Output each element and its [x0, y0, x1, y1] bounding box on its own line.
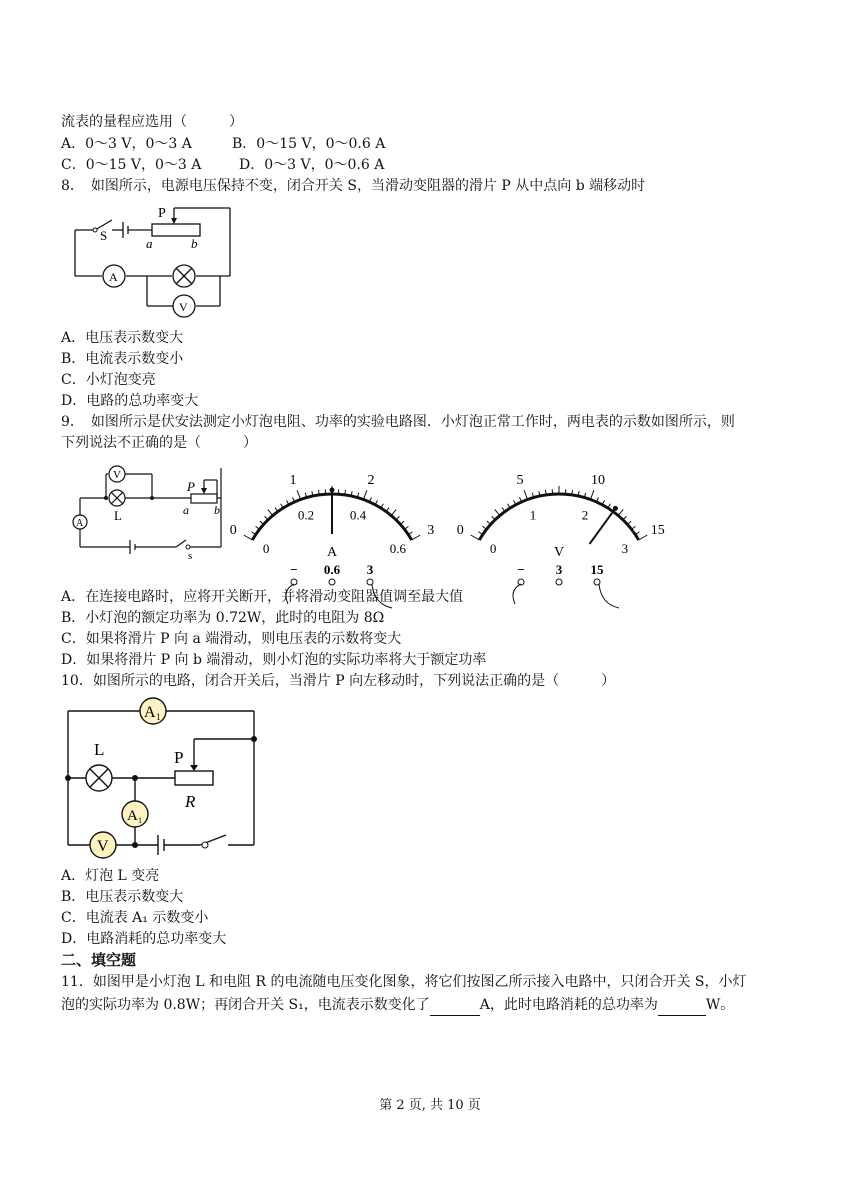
q9-label-p: P — [187, 479, 195, 494]
ammeter-tick — [244, 535, 253, 540]
voltmeter-outer-tick-label: 0 — [456, 523, 464, 538]
q8-option-d: D．电路的总功率变大 — [61, 393, 199, 409]
voltmeter-inner-tick-label: 3 — [621, 541, 629, 556]
q10-option-d: D．电路消耗的总功率变大 — [61, 931, 227, 947]
voltmeter-needle — [590, 508, 616, 544]
voltmeter-outer-tick-label: 15 — [650, 523, 665, 538]
q7-option-d: D．0～3 V，0～0.6 A — [239, 157, 385, 173]
q10-stem: 10．如图所示的电路，闭合开关后，当滑片 P 向左移动时，下列说法正确的是（ ） — [61, 673, 616, 689]
voltmeter-tick — [639, 535, 648, 540]
q10-ammeter-mid-sub: 1 — [138, 816, 142, 825]
voltmeter-tick — [471, 535, 480, 540]
q9-label-b: b — [214, 503, 220, 517]
ammeter-inner-tick-label: 0.4 — [349, 507, 367, 523]
q10-circuit-figure — [60, 695, 260, 865]
q9-ammeter-dial — [229, 458, 435, 577]
q10-option-c: C．电流表 A₁ 示数变小 — [61, 910, 209, 926]
ammeter-tick — [345, 490, 346, 495]
voltmeter-tick — [495, 509, 500, 515]
q8-circuit-figure — [60, 200, 250, 325]
ammeter-needle-tip — [330, 488, 335, 493]
q7-stem-tail: 流表的量程应选用（ ） — [61, 114, 243, 130]
ammeter-terminal-label: − — [290, 562, 298, 577]
voltmeter-tick — [524, 490, 527, 499]
voltmeter-outer-tick-label: 5 — [516, 472, 524, 488]
q10-slider-label: P — [174, 748, 184, 767]
q9-option-b: B．小灯泡的额定功率为 0.72W，此时的电阻为 8Ω — [61, 610, 385, 626]
voltmeter-terminal-label: − — [517, 562, 525, 577]
q9-stem-line2: 下列说法不正确的是（ ） — [61, 435, 257, 451]
q9-circuit-figure — [66, 460, 231, 560]
ammeter-terminal — [329, 579, 335, 585]
q11-text-part1: 泡的实际功率为 0.8W；再闭合开关 S₁，电流表示数变化了 — [61, 997, 430, 1013]
q9-label-s: s — [188, 550, 193, 562]
ammeter-tick — [319, 490, 320, 495]
q9-option-c: C．如果将滑片 P 向 a 端滑动，则电压表的示数将变大 — [61, 631, 402, 647]
q8-stem: 8． 如图所示，电源电压保持不变，闭合开关 S，当滑动变阻器的滑片 P 从中点向 b 端移动时 — [61, 178, 646, 194]
voltmeter-wire — [599, 584, 619, 608]
ammeter-outer-tick-label: 2 — [367, 472, 375, 488]
voltmeter-terminal-label: 3 — [555, 562, 563, 577]
q11-text-part3: W。 — [705, 997, 735, 1013]
q7-option-c: C．0～15 V，0～3 A — [61, 157, 202, 173]
q9-ammeter-label: A — [76, 518, 84, 529]
q8-label-s: S — [100, 228, 108, 243]
voltmeter-tick — [623, 516, 626, 520]
ammeter-terminal-label: 3 — [366, 562, 374, 577]
voltmeter-scale-arc — [479, 494, 638, 540]
ammeter-inner-tick-label: 0 — [262, 541, 270, 556]
voltmeter-inner-tick-label: 0 — [489, 541, 497, 556]
q10-resistor-label: R — [185, 792, 196, 811]
q11-blank-current[interactable] — [430, 995, 480, 1016]
voltmeter-outer-tick-label: 10 — [590, 472, 605, 488]
q10-ammeter-top-label: A — [144, 704, 156, 721]
q10-ammeter-mid-label: A — [127, 808, 138, 824]
q8-ammeter-label: A — [109, 270, 118, 284]
ammeter-terminal-label: 0.6 — [323, 562, 341, 577]
page-footer: 第 2 页, 共 10 页 — [379, 1098, 481, 1113]
voltmeter-wire — [513, 584, 521, 604]
q9-option-d: D．如果将滑片 P 向 b 端滑动，则小灯泡的实际功率将大于额定功率 — [61, 652, 487, 668]
q8-label-p: P — [158, 206, 166, 221]
q9-voltmeter-dial — [452, 458, 667, 577]
voltmeter-inner-tick-label: 2 — [581, 507, 589, 523]
q8-option-a: A．电压表示数变大 — [61, 330, 184, 346]
voltmeter-tick — [618, 509, 623, 515]
voltmeter-tick — [590, 490, 593, 499]
ammeter-tick — [268, 509, 273, 515]
q8-voltmeter-label: V — [179, 300, 188, 314]
q10-voltmeter-label: V — [97, 838, 109, 855]
q9-option-a: A．在连接电路时，应将开关断开，并将滑动变阻器值调至最大值 — [61, 589, 464, 605]
q8-option-b: B．电流表示数变小 — [61, 351, 184, 367]
ammeter-tick — [391, 509, 396, 515]
voltmeter-tick — [546, 490, 547, 495]
q10-ammeter-top-sub: 1 — [156, 712, 161, 722]
q7-option-a: A．0～3 V，0～3 A — [61, 136, 192, 152]
ammeter-tick — [363, 490, 366, 499]
q10-option-a: A．灯泡 L 变亮 — [61, 868, 160, 884]
q10-lamp-label: L — [94, 740, 105, 759]
ammeter-inner-tick-label: 0.2 — [297, 507, 315, 523]
ammeter-tick — [412, 535, 421, 540]
q8-option-c: C．小灯泡变亮 — [61, 372, 156, 388]
q11-blank-power[interactable] — [658, 995, 706, 1016]
ammeter-outer-tick-label: 1 — [289, 472, 297, 488]
q9-voltmeter-label: V — [113, 469, 121, 481]
voltmeter-terminal — [556, 579, 562, 585]
q9-stem-line1: 9． 如图所示是伏安法测定小灯泡电阻、功率的实验电路图．小灯泡正常工作时，两电表的示数如图所示，则 — [61, 414, 735, 430]
ammeter-unit-label: A — [326, 545, 338, 560]
q11-text-part2: A，此时电路消耗的总功率为 — [479, 997, 658, 1013]
q11-stem-line2 — [61, 995, 734, 1016]
q8-label-b: b — [191, 236, 198, 251]
q10-option-b: B．电压表示数变大 — [61, 889, 184, 905]
ammeter-outer-tick-label: 3 — [427, 523, 435, 538]
voltmeter-unit-label: V — [553, 545, 565, 560]
voltmeter-tick — [572, 490, 573, 495]
ammeter-tick — [297, 490, 300, 499]
q9-label-a: a — [183, 503, 189, 517]
ammeter-inner-tick-label: 0.6 — [389, 541, 406, 556]
voltmeter-needle-tip — [613, 506, 618, 511]
section-heading-fill-in: 二、填空题 — [61, 951, 137, 969]
ammeter-outer-tick-label: 0 — [229, 523, 237, 538]
voltmeter-tick — [492, 516, 495, 520]
q11-stem-line1: 11．如图甲是小灯泡 L 和电阻 R 的电流随电压变化图象，将它们按图乙所示接入电路中，只闭合开关 S，小灯 — [61, 974, 747, 990]
q7-option-b: B．0～15 V，0～0.6 A — [232, 136, 386, 152]
q8-label-a: a — [146, 236, 153, 251]
voltmeter-inner-tick-label: 1 — [529, 507, 537, 523]
ammeter-tick — [396, 516, 399, 520]
voltmeter-terminal-label: 15 — [590, 562, 604, 577]
q9-lamp-label: L — [114, 508, 122, 523]
ammeter-tick — [265, 516, 268, 520]
